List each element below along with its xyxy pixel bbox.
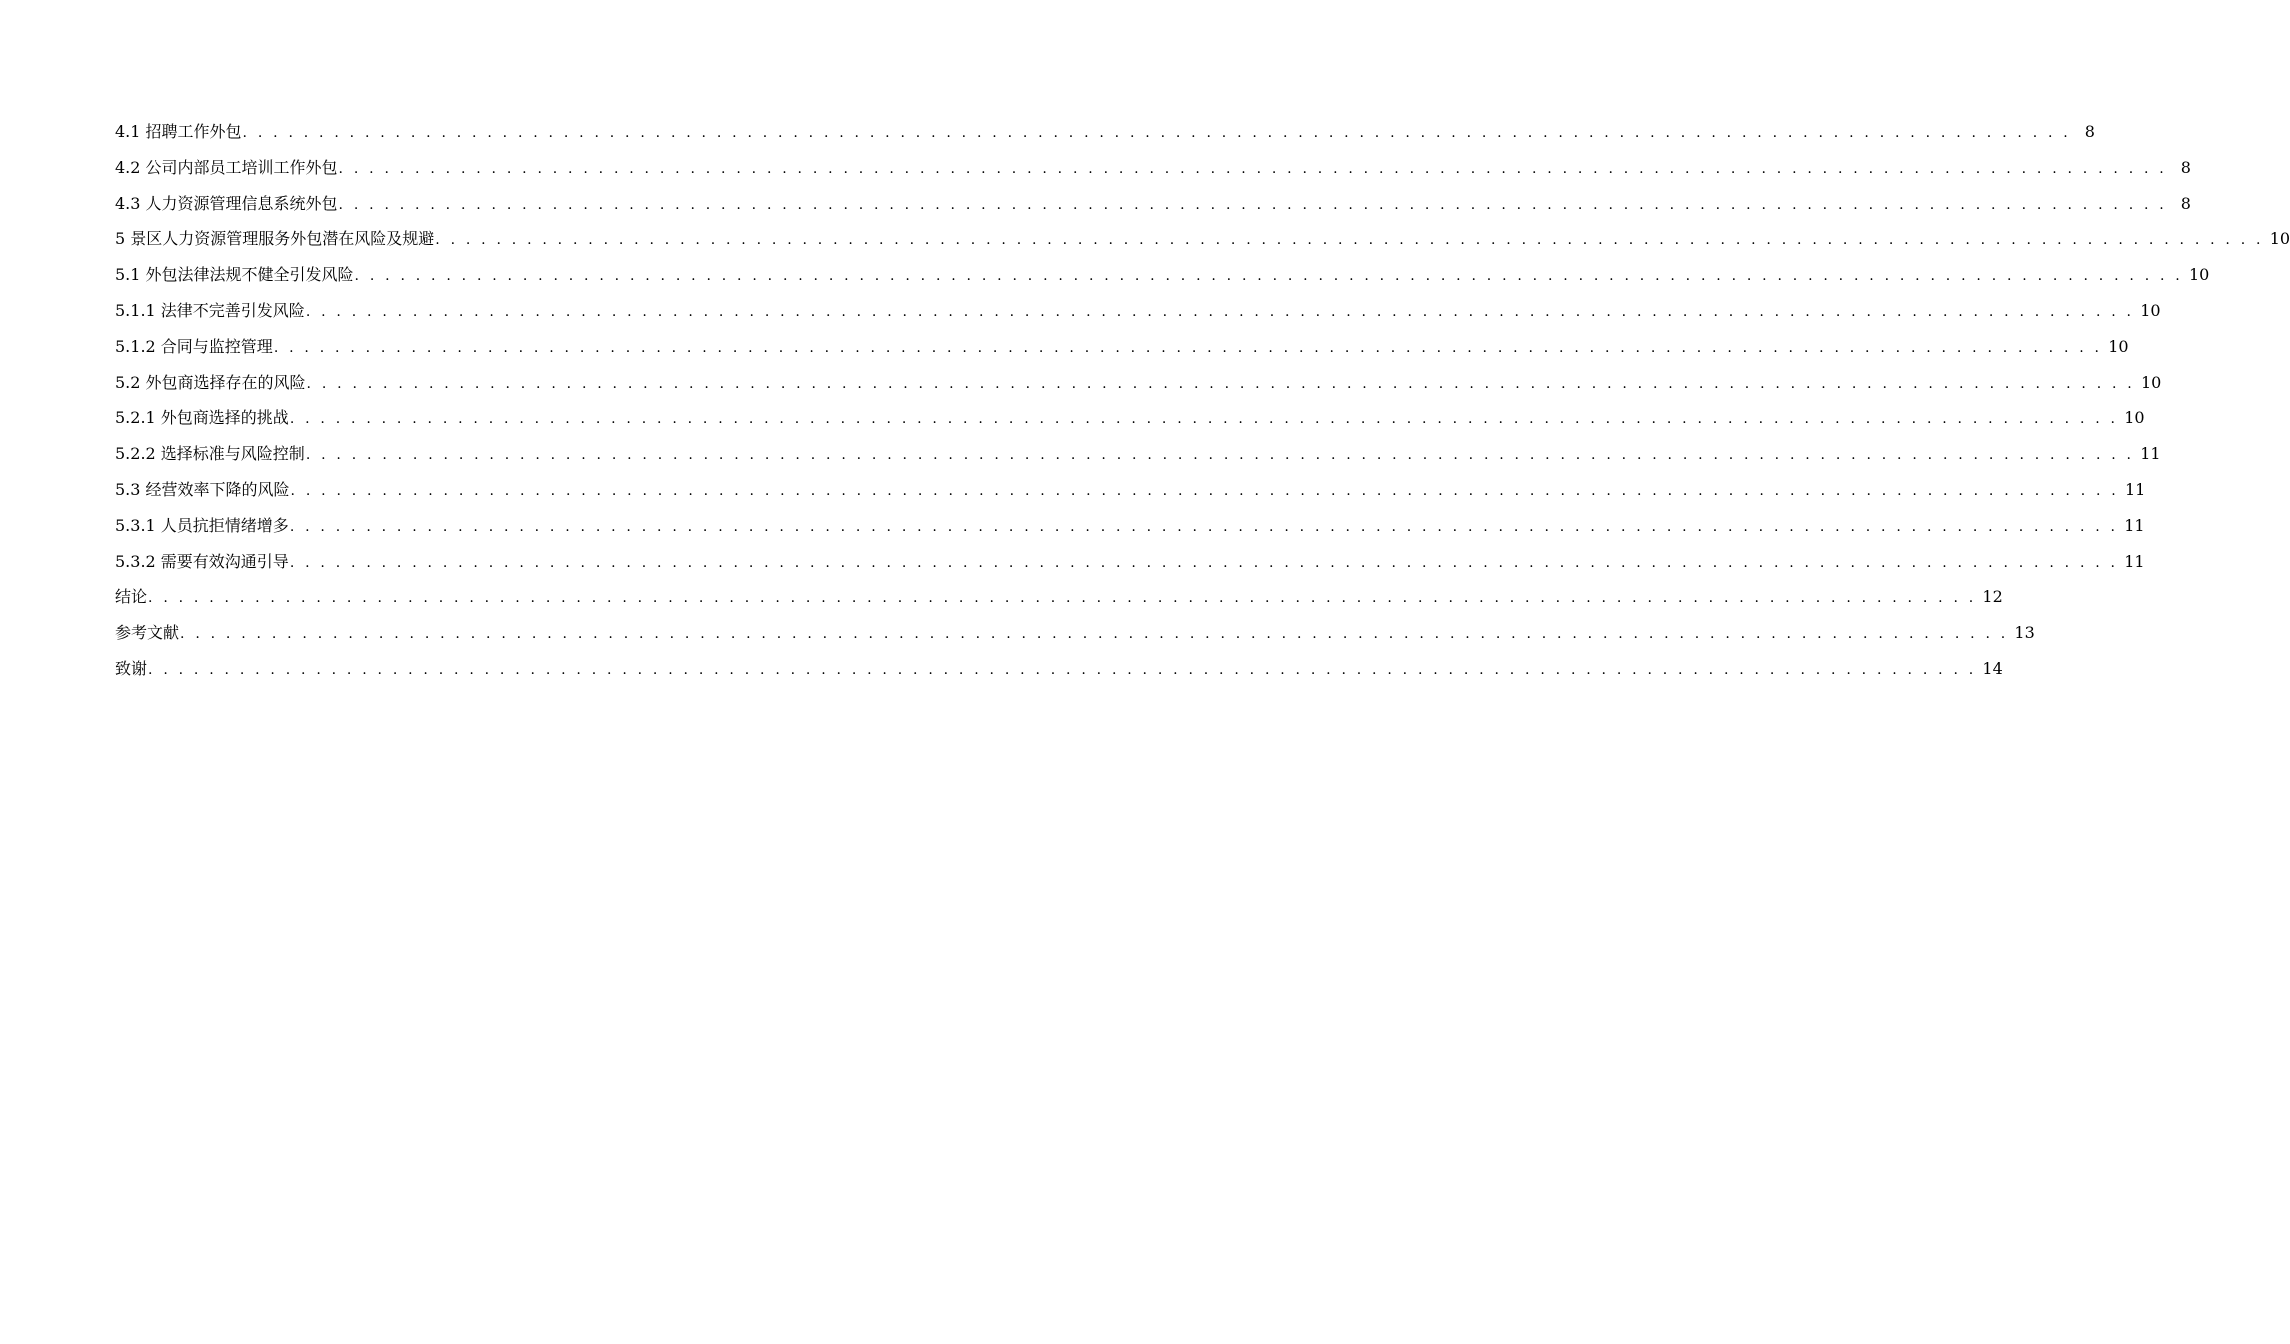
toc-entry[interactable] — [115, 515, 2145, 551]
toc-entry-page-number: 10 — [2269, 229, 2290, 249]
toc-entry-page-number: 10 — [2108, 336, 2129, 356]
toc-entry-page-number: 8 — [2180, 193, 2191, 213]
toc-entry-title: 5.1.1 法律不完善引发风险 — [115, 300, 305, 320]
toc-entry-page-number: 14 — [1982, 658, 2003, 678]
toc-entry-title: 5.3.1 人员抗拒情绪增多 — [115, 515, 289, 535]
toc-entry-page-number: 11 — [2140, 444, 2161, 464]
toc-entry-title: 5.2.2 选择标准与风险控制 — [115, 444, 305, 464]
toc-entry-title: 5 景区人力资源管理服务外包潜在风险及规避 — [115, 229, 435, 249]
toc-dot-leader: . . . . . . . . . . . . . . . . . . . . . . . . . . . . . . . . . . . . . . . . . . . . . . . . . . . . . . . . . . . . . . . . . . . . . . . . . . . . . . . . . . . . . . . . . . . . . . . . . . . . . . . . . . . . . . . . . . . . . . . . — [290, 482, 2119, 499]
toc-entry-page-number: 11 — [2124, 515, 2145, 535]
toc-dot-leader: . . . . . . . . . . . . . . . . . . . . . . . . . . . . . . . . . . . . . . . . . . . . . . . . . . . . . . . . . . . . . . . . . . . . . . . . . . . . . . . . . . . . . . . . . . . . . . . . . . . . . . . . . . . . . . . . . . . . . . . . — [289, 411, 2119, 428]
toc-entry-page-number: 10 — [2124, 408, 2145, 428]
toc-dot-leader: . . . . . . . . . . . . . . . . . . . . . . . . . . . . . . . . . . . . . . . . . . . . . . . . . . . . . . . . . . . . . . . . . . . . . . . . . . . . . . . . . . . . . . . . . . . . . . . . . . . . . . . . . . . . . . . . . . . . . . . . — [305, 303, 2135, 320]
toc-entry[interactable] — [115, 300, 2161, 336]
toc-dot-leader: . . . . . . . . . . . . . . . . . . . . . . . . . . . . . . . . . . . . . . . . . . . . . . . . . . . . . . . . . . . . . . . . . . . . . . . . . . . . . . . . . . . . . . . . . . . . . . . . . . . . . . . . . . . . . . . . . . . . . . . . — [338, 160, 2167, 177]
toc-entry-title: 5.2 外包商选择存在的风险 — [115, 372, 306, 392]
toc-entry-title: 5.3.2 需要有效沟通引导 — [115, 551, 289, 571]
toc-entry-title: 4.2 公司内部员工培训工作外包 — [115, 157, 338, 177]
table-of-contents — [115, 121, 2290, 694]
toc-entry-title: 5.2.1 外包商选择的挑战 — [115, 408, 289, 428]
toc-entry-page-number: 8 — [2084, 122, 2095, 141]
toc-dot-leader: . . . . . . . . . . . . . . . . . . . . . . . . . . . . . . . . . . . . . . . . . . . . . . . . . . . . . . . . . . . . . . . . . . . . . . . . . . . . . . . . . . . . . . . . . . . . . . . . . . . . . . . . . . . . . . . . . . . . . . . . — [148, 590, 1977, 607]
toc-entry-page-number: 11 — [2124, 551, 2145, 571]
toc-entry-title: 4.3 人力资源管理信息系统外包 — [115, 193, 338, 213]
toc-dot-leader: . . . . . . . . . . . . . . . . . . . . . . . . . . . . . . . . . . . . . . . . . . . . . . . . . . . . . . . . . . . . . . . . . . . . . . . . . . . . . . . . . . . . . . . . . . . . . . . . . . . . . . . . . . . . . . . . . . . . . . . . — [273, 339, 2103, 356]
toc-dot-leader: . . . . . . . . . . . . . . . . . . . . . . . . . . . . . . . . . . . . . . . . . . . . . . . . . . . . . . . . . . . . . . . . . . . . . . . . . . . . . . . . . . . . . . . . . . . . . . . . . . . . . . . . . . . . . . . . . . . . . . . . — [289, 554, 2119, 571]
toc-dot-leader: . . . . . . . . . . . . . . . . . . . . . . . . . . . . . . . . . . . . . . . . . . . . . . . . . . . . . . . . . . . . . . . . . . . . . . . . . . . . . . . . . . . . . . . . . . . . . . . . . . . . . . . . . . . . . . . . . . . . . . . . — [289, 518, 2119, 535]
toc-entry[interactable] — [115, 407, 2145, 443]
toc-entry-page-number: 13 — [2014, 623, 2035, 643]
toc-entry[interactable] — [115, 121, 2095, 157]
toc-dot-leader: . . . . . . . . . . . . . . . . . . . . . . . . . . . . . . . . . . . . . . . . . . . . . . . . . . . . . . . . . . . . . . . . . . . . . . . . . . . . . . . . . . . . . . . . . . . . . . . . . . . . . . . . . . . . . . . . . . . . . . . . — [338, 196, 2167, 213]
toc-entry[interactable] — [115, 157, 2191, 193]
toc-entry-title: 4.1 招聘工作外包 — [115, 122, 242, 141]
toc-entry[interactable] — [115, 443, 2161, 479]
toc-dot-leader: . . . . . . . . . . . . . . . . . . . . . . . . . . . . . . . . . . . . . . . . . . . . . . . . . . . . . . . . . . . . . . . . . . . . . . . . . . . . . . . . . . . . . . . . . . . . . . . . . . . . . . . . . . . . . . . . . . . . . . . . — [180, 626, 2009, 643]
toc-entry-page-number: 10 — [2140, 372, 2162, 392]
toc-entry-page-number: 12 — [1982, 587, 2003, 607]
toc-dot-leader: . . . . . . . . . . . . . . . . . . . . . . . . . . . . . . . . . . . . . . . . . . . . . . . . . . . . . . . . . . . . . . . . . . . . . . . . . . . . . . . . . . . . . . . . . . . . . . . . . . . . . . . . . . . . . . . . . . . . . . . . — [148, 661, 1977, 678]
toc-entry-page-number: 10 — [2140, 300, 2161, 320]
toc-entry[interactable] — [115, 193, 2191, 229]
toc-entry-title: 致谢 — [115, 658, 148, 678]
toc-dot-leader: . . . . . . . . . . . . . . . . . . . . . . . . . . . . . . . . . . . . . . . . . . . . . . . . . . . . . . . . . . . . . . . . . . . . . . . . . . . . . . . . . . . . . . . . . . . . . . . . . . . . . . . . . . . . . . . . . . . . . . . . — [242, 125, 2071, 141]
toc-entry-page-number: 8 — [2180, 157, 2191, 177]
toc-entry-page-number: 10 — [2188, 265, 2210, 285]
toc-dot-leader: . . . . . . . . . . . . . . . . . . . . . . . . . . . . . . . . . . . . . . . . . . . . . . . . . . . . . . . . . . . . . . . . . . . . . . . . . . . . . . . . . . . . . . . . . . . . . . . . . . . . . . . . . . . . . . . . . . . . . . . . — [305, 447, 2135, 464]
toc-entry[interactable] — [115, 264, 2210, 300]
toc-entry-title: 结论 — [115, 587, 148, 607]
toc-entry-title: 5.1.2 合同与监控管理 — [115, 336, 273, 356]
toc-entry[interactable] — [115, 586, 2003, 622]
toc-dot-leader: . . . . . . . . . . . . . . . . . . . . . . . . . . . . . . . . . . . . . . . . . . . . . . . . . . . . . . . . . . . . . . . . . . . . . . . . . . . . . . . . . . . . . . . . . . . . . . . . . . . . . . . . . . . . . . . . . . . . . . . . — [354, 268, 2183, 285]
toc-entry-page-number: 11 — [2124, 479, 2146, 499]
toc-entry[interactable] — [115, 622, 2035, 658]
toc-dot-leader: . . . . . . . . . . . . . . . . . . . . . . . . . . . . . . . . . . . . . . . . . . . . . . . . . . . . . . . . . . . . . . . . . . . . . . . . . . . . . . . . . . . . . . . . . . . . . . . . . . . . . . . . . . . . . . . . . . . . . . . . — [435, 232, 2264, 249]
toc-entry[interactable] — [115, 551, 2145, 587]
toc-entry[interactable] — [115, 372, 2162, 408]
toc-entry[interactable] — [115, 479, 2146, 515]
toc-entry[interactable] — [115, 336, 2129, 372]
toc-entry[interactable] — [115, 228, 2290, 264]
toc-dot-leader: . . . . . . . . . . . . . . . . . . . . . . . . . . . . . . . . . . . . . . . . . . . . . . . . . . . . . . . . . . . . . . . . . . . . . . . . . . . . . . . . . . . . . . . . . . . . . . . . . . . . . . . . . . . . . . . . . . . . . . . . — [306, 375, 2135, 392]
toc-entry-title: 5.1 外包法律法规不健全引发风险 — [115, 265, 354, 285]
toc-entry-title: 参考文献 — [115, 623, 180, 643]
toc-entry[interactable] — [115, 658, 2003, 694]
toc-entry-title: 5.3 经营效率下降的风险 — [115, 479, 290, 499]
